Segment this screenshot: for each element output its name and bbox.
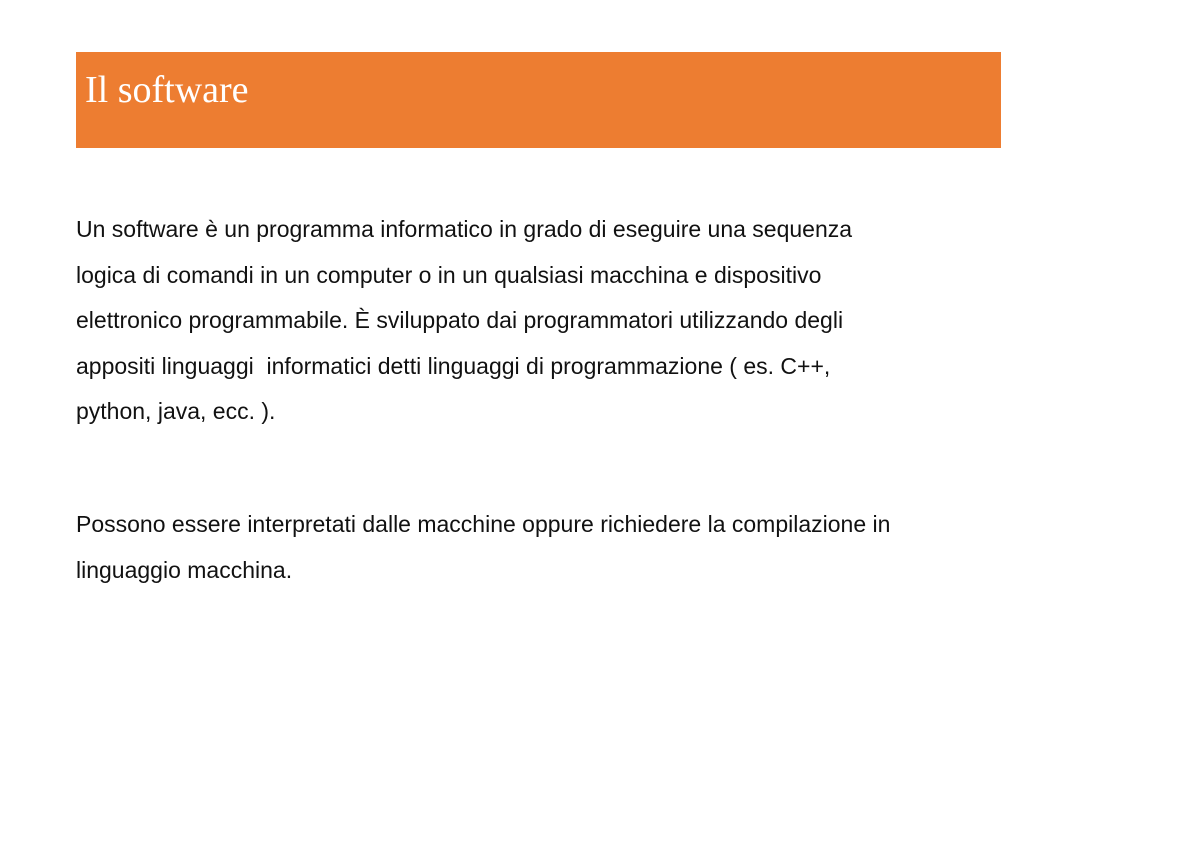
paragraph-line: Un software è un programma informatico in grado di eseguire una sequenza bbox=[76, 216, 853, 242]
paragraph-line: Possono essere interpretati dalle macchine oppure richiedere la compilazione in bbox=[76, 511, 891, 537]
title-banner bbox=[76, 52, 1001, 148]
paragraph-line: logica di comandi in un computer o in un qualsiasi macchina e dispositivo bbox=[76, 261, 822, 288]
paragraph-definition bbox=[76, 207, 1156, 435]
paragraph-line: linguaggio macchina. bbox=[76, 556, 293, 583]
slide-title: Il software bbox=[85, 69, 249, 111]
paragraph-line: python, java, ecc. ). bbox=[76, 398, 276, 424]
paragraph-execution bbox=[76, 502, 1156, 593]
paragraph-line: appositi linguaggi informatici detti linguaggi di programmazione ( es. C++, bbox=[76, 352, 831, 379]
paragraph-line: elettronico programmabile. È sviluppato dai programmatori utilizzando degli bbox=[76, 307, 844, 333]
